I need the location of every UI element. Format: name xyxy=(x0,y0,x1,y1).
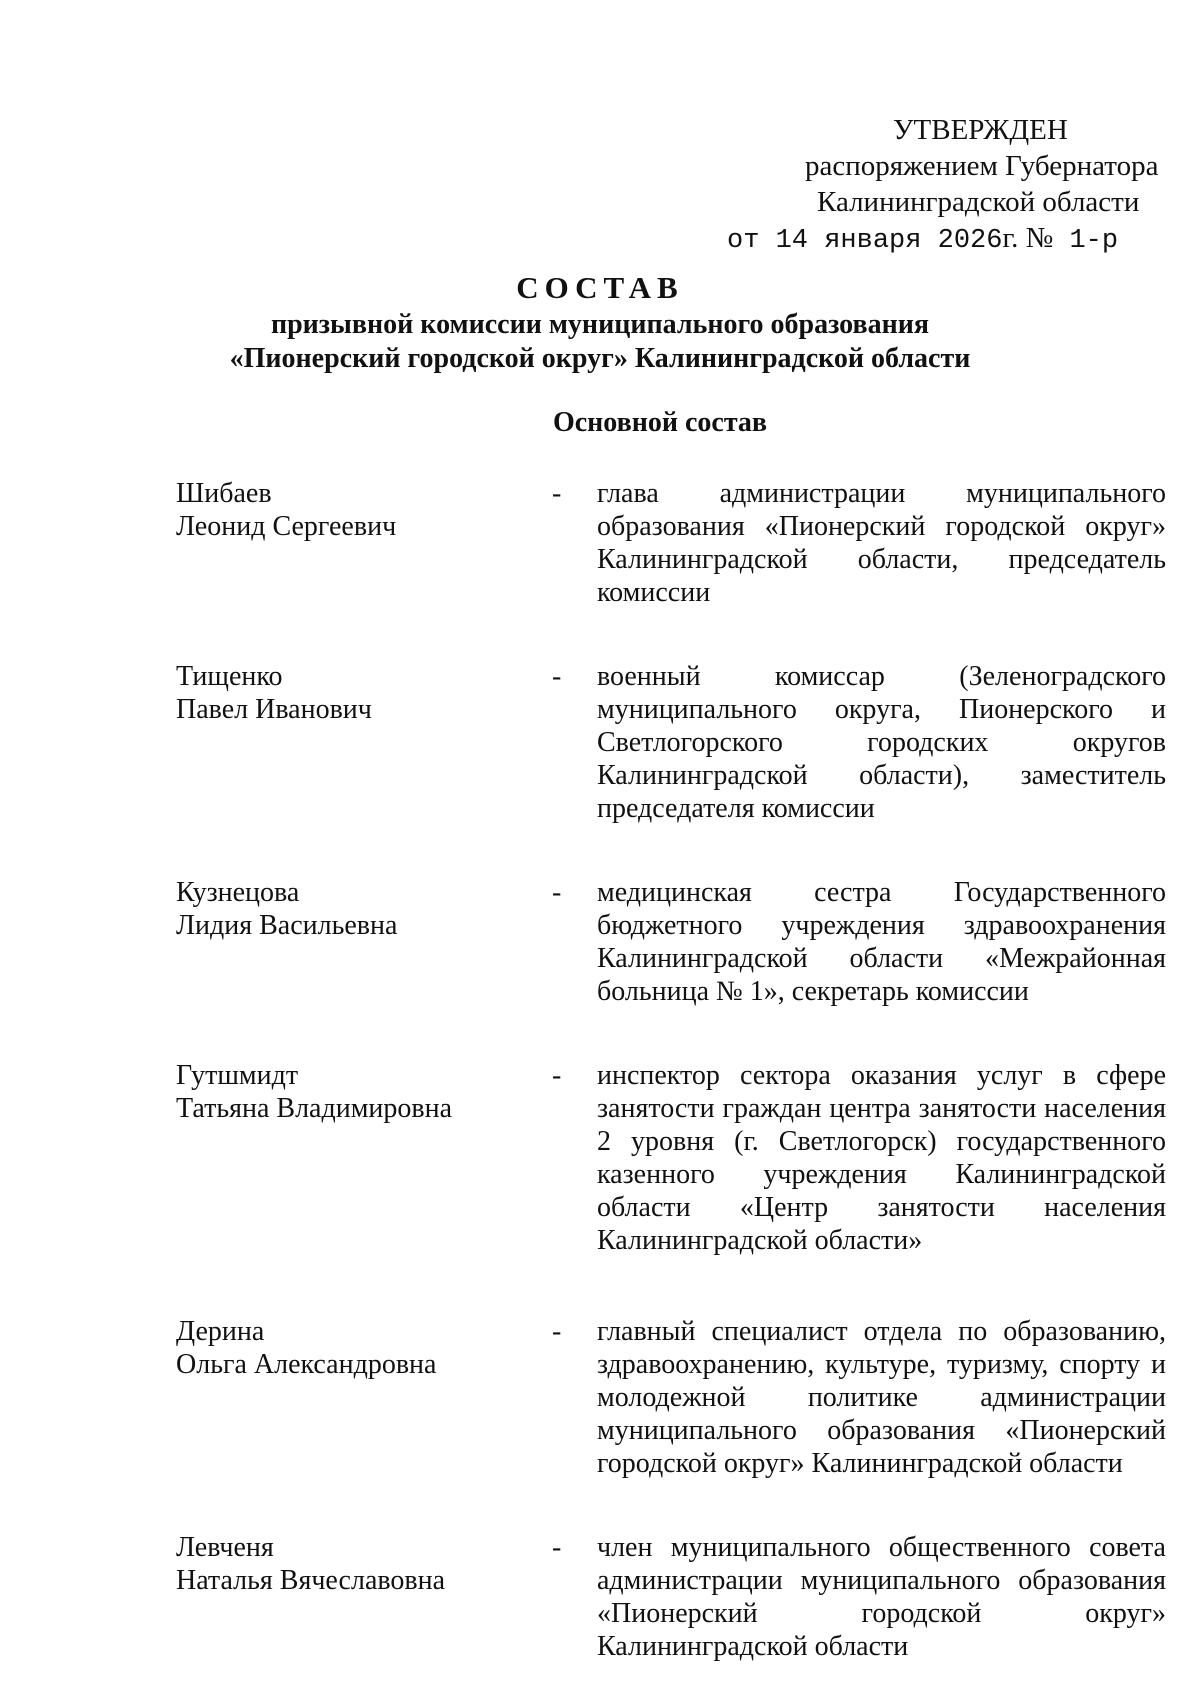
document-subtitle-line-1: призывной комиссии муниципального образования xyxy=(270,309,930,340)
member-given-name: Татьяна Владимировна xyxy=(176,1093,453,1124)
approval-date-prefix: от xyxy=(727,226,760,256)
approval-heading: УТВЕРЖДЕН xyxy=(893,114,1068,146)
member-dash: - xyxy=(552,1316,562,1347)
member-surname: Левченя xyxy=(176,1532,274,1563)
member-dash: - xyxy=(552,877,562,908)
member-surname: Гутшмидт xyxy=(176,1060,299,1091)
members-list xyxy=(176,477,1166,1663)
member-role: глава администрации муниципального образования «Пионерский городской округ» Калининградской области, председатель комиссии xyxy=(597,478,1166,608)
member-given-name: Ольга Александровна xyxy=(176,1349,437,1380)
member-surname: Шибаев xyxy=(176,478,272,509)
approval-line-region: Калининградской области xyxy=(817,186,1140,218)
member-surname: Дерина xyxy=(176,1316,265,1347)
member-name xyxy=(176,876,536,942)
member-name xyxy=(176,1531,536,1597)
section-title: Основной состав xyxy=(552,407,768,438)
member-dash: - xyxy=(552,661,562,692)
member-role: главный специалист отдела по образованию, здравоохранению, культуре, туризму, спорту и молодежной политике администрации муниципального образования «Пионерский городской округ» Калининградской области xyxy=(597,1316,1166,1479)
member-dash: - xyxy=(552,1532,562,1563)
approval-date-value: 14 января 2026 xyxy=(775,226,1003,256)
member-given-name: Наталья Вячеславовна xyxy=(176,1565,446,1596)
approval-line-order: распоряжением Губернатора xyxy=(805,150,1159,182)
member-surname: Тищенко xyxy=(176,661,283,692)
member-surname: Кузнецова xyxy=(176,877,300,908)
member-name xyxy=(176,1315,536,1381)
approval-number: 1-р xyxy=(1069,226,1119,256)
member-name xyxy=(176,1059,536,1125)
member-role: военный комиссар (Зеленоградского муниципального округа, Пионерского и Светлогорского городских округов Калининградской области), заместитель председателя комиссии xyxy=(597,661,1166,824)
member-row xyxy=(176,477,1166,609)
member-dash: - xyxy=(552,1060,562,1091)
member-name xyxy=(176,477,536,543)
member-given-name: Павел Иванович xyxy=(176,694,372,725)
approval-date-line xyxy=(727,220,1165,259)
member-given-name: Лидия Васильевна xyxy=(176,910,398,941)
member-role: член муниципального общественного совета администрации муниципального образования «Пионерский городской округ» Калининградской области xyxy=(597,1532,1166,1662)
approval-date-suffix: г. № xyxy=(1002,222,1054,254)
member-row xyxy=(176,1531,1166,1663)
member-role: медицинская сестра Государственного бюджетного учреждения здравоохранения Калининградской области «Межрайонная больница № 1», секретарь комиссии xyxy=(597,877,1166,1007)
document-title: СОСТАВ xyxy=(516,270,684,305)
member-row xyxy=(176,876,1166,1008)
member-row xyxy=(176,1059,1166,1257)
approval-block xyxy=(727,112,1165,259)
member-role: инспектор сектора оказания услуг в сфере занятости граждан центра занятости населения 2 уровня (г. Светлогорск) государственного казенного учреждения Калининградской области «Центр занятости населения Калининградской области» xyxy=(597,1060,1166,1256)
member-row xyxy=(176,1315,1166,1480)
member-row xyxy=(176,660,1166,825)
document-subtitle-line-2: «Пионерский городской округ» Калининградской области xyxy=(229,343,971,374)
member-given-name: Леонид Сергеевич xyxy=(176,511,397,542)
member-dash: - xyxy=(552,478,562,509)
document-heading xyxy=(0,268,1200,376)
member-name xyxy=(176,660,536,726)
